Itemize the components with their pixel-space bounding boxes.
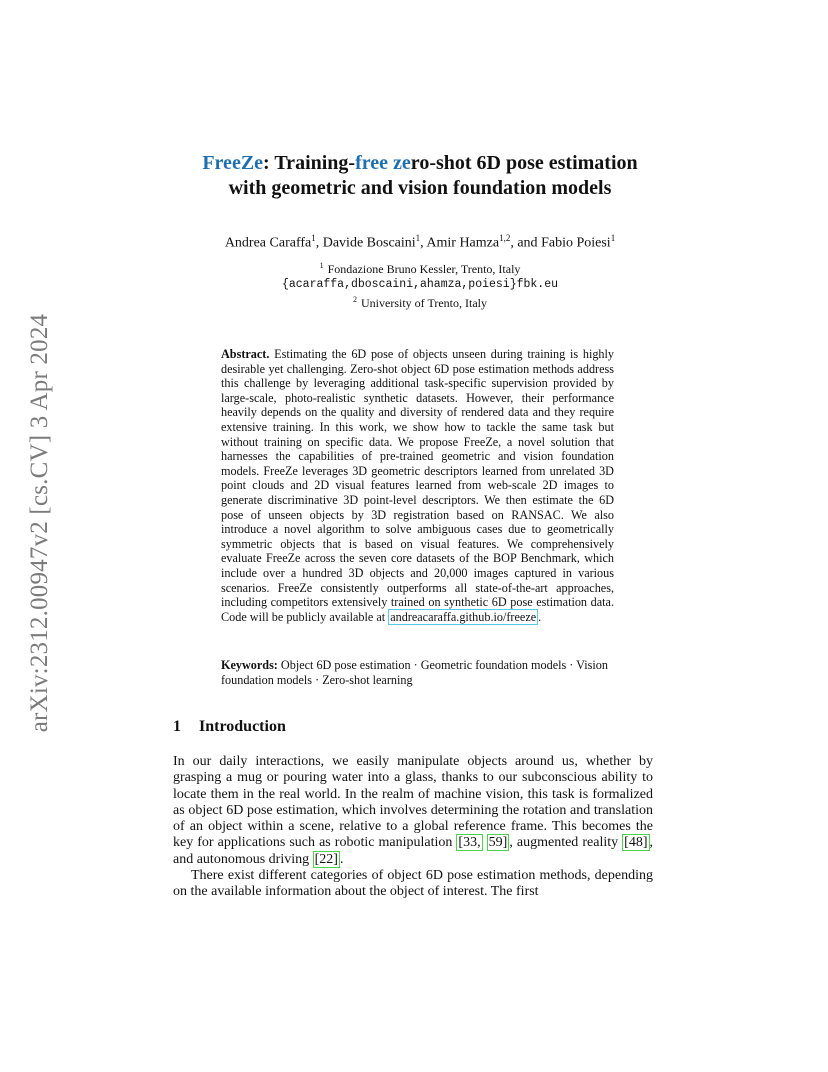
affiliations: [150, 258, 690, 311]
title-free-highlight: free: [355, 152, 389, 174]
author-list: [150, 229, 690, 253]
affiliation-1: [150, 258, 690, 277]
affiliation-name: University of Trento, Italy: [361, 296, 487, 310]
section-heading: [173, 718, 286, 736]
abstract-label: Abstract.: [221, 347, 270, 361]
title-text-rest: ro-shot 6D pose estimation: [410, 152, 638, 174]
citation-link[interactable]: 59]: [488, 835, 508, 851]
citation-link[interactable]: [22]: [314, 851, 338, 867]
title-ze-highlight: ze: [393, 152, 411, 174]
affiliation-2: [150, 292, 690, 311]
author-name: Andrea Caraffa: [224, 235, 312, 251]
introduction-body: [173, 754, 653, 901]
keywords-label: Keywords:: [221, 658, 278, 672]
paper-title: [150, 151, 690, 201]
author-affiliation-mark: 1: [311, 233, 316, 243]
title-line-2: with geometric and vision foundation models: [228, 177, 612, 199]
keywords-text: Object 6D pose estimation · Geometric foundation models · Vision foundation models · Zero-shot learning: [221, 658, 608, 687]
author-separator: ,: [420, 235, 427, 251]
section-title: Introduction: [199, 718, 286, 735]
paragraph-text: , augmented reality: [509, 835, 623, 851]
author-separator: ,: [315, 235, 323, 251]
affiliation-mark: 1: [319, 261, 324, 270]
author-separator: , and: [510, 235, 542, 251]
paragraph: [173, 754, 653, 868]
keywords: [221, 658, 621, 688]
paragraph-text: In our daily interactions, we easily manipulate objects around us, whether by grasping a mug or pouring water into a glass, thanks to our subconscious ability to locate them in the real world. In the realm of machine vision, this task is formalized as object 6D pose estimation, which involves determining the rotation and translation of an object within a scene, relative to a global reference frame. This becomes the key for applications such as robotic manipulation: [173, 754, 653, 851]
citation-link[interactable]: [48]: [624, 835, 648, 851]
abstract-end: .: [538, 609, 542, 624]
paragraph-text: .: [339, 851, 344, 867]
title-text: : Training-: [263, 152, 356, 174]
paragraph: There exist different categories of object 6D pose estimation methods, depending on the available information about the object of interest. The first: [173, 868, 653, 900]
author-emails: {acaraffa,dboscaini,ahamza,poiesi}fbk.eu: [281, 278, 559, 291]
arxiv-identifier-stamp: arXiv:2312.00947v2 [cs.CV] 3 Apr 2024: [26, 313, 53, 733]
abstract: [221, 347, 614, 624]
project-page-link[interactable]: andreacaraffa.github.io/freeze: [390, 609, 537, 624]
citation-link[interactable]: [33,: [458, 835, 481, 851]
author-affiliation-mark: 1,2: [499, 233, 511, 243]
section-number: 1: [173, 718, 181, 735]
author-name: Amir Hamza: [426, 235, 500, 251]
abstract-text: Estimating the 6D pose of objects unseen during training is highly desirable yet challenging. Zero-shot object 6D pose estimation methods address this challenge by leveraging additional task-specific supervision provided by large-scale, photo-realistic synthetic datasets. However, their performance heavily depends on the quality and diversity of rendered data and they require extensive training. In this work, we show how to tackle the same task but without training on specific data. We propose FreeZe, a novel solution that harnesses the capabilities of pre-trained geometric and vision foundation models. FreeZe leverages 3D geometric descriptors learned from unrelated 3D point clouds and 2D visual features learned from web-scale 2D images to generate discriminative 3D point-level descriptors. We then estimate the 6D pose of unseen objects by 3D registration based on RANSAC. We also introduce a novel algorithm to solve ambiguous cases due to geometrically symmetric objects that is based on visual features. We comprehensively evaluate FreeZe across the seven core datasets of the BOP Benchmark, which include over a hundred 3D objects and 20,000 images captured in various scenarios. FreeZe consistently outperforms all state-of-the-art approaches, including competitors extensively trained on synthetic 6D pose estimation data. Code will be publicly available at: [221, 347, 614, 624]
affiliation-mark: 2: [353, 295, 357, 304]
author-name: Davide Boscaini: [322, 235, 416, 251]
paragraph-text: , and autonomous driving: [173, 835, 653, 867]
author-affiliation-mark: 1: [415, 233, 421, 243]
author-name: Fabio Poiesi: [541, 235, 611, 251]
affiliation-name: Fondazione Bruno Kessler, Trento, Italy: [327, 262, 521, 276]
author-affiliation-mark: 1: [610, 233, 616, 243]
title-freeze-highlight: FreeZe: [202, 152, 264, 174]
